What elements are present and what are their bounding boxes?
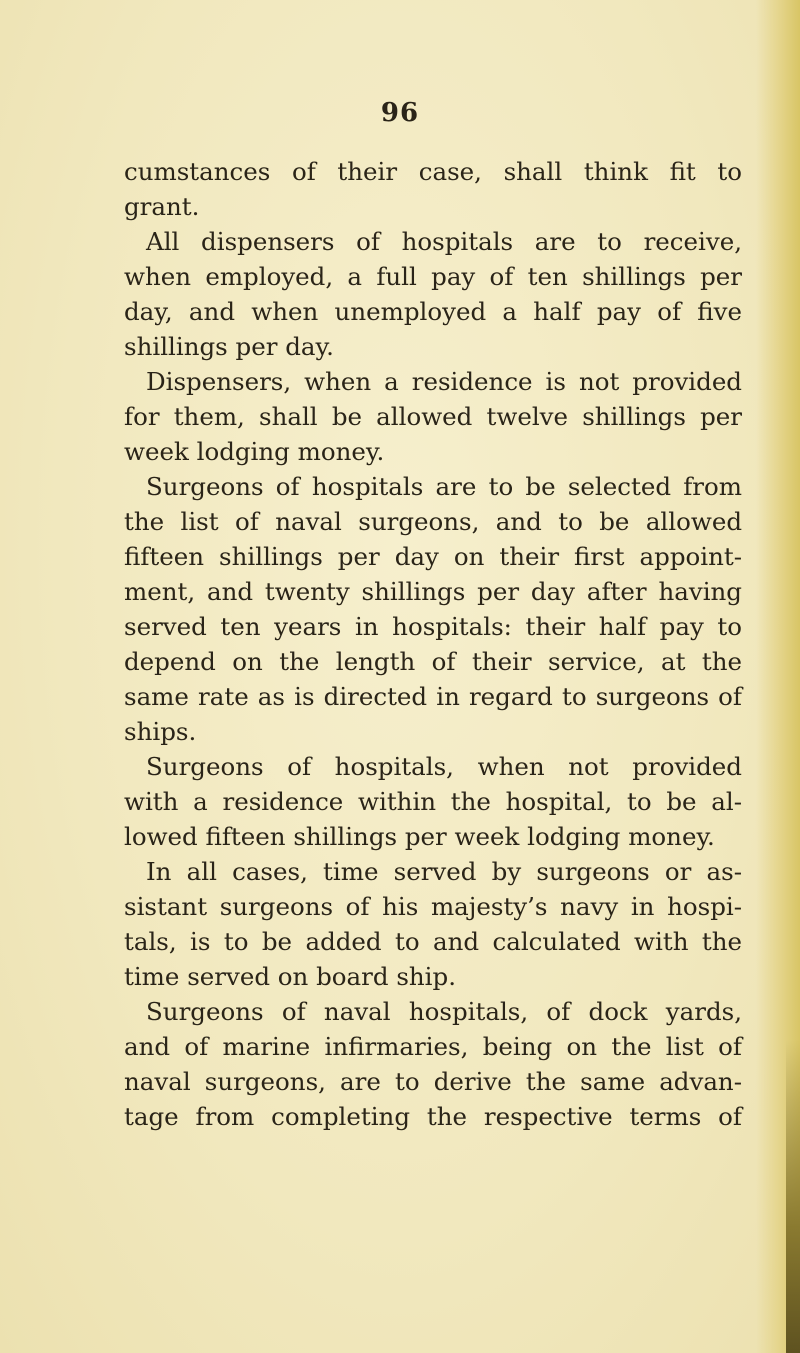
text-line: for them, shall be allowed twelve shillings per [124, 402, 742, 431]
text-line: fifteen shillings per day on their first appoint- [124, 542, 742, 571]
text-line: Surgeons of hospitals, when not provided [146, 752, 742, 781]
text-line: the list of naval surgeons, and to be allowed [124, 507, 742, 536]
page-number: 96 [380, 98, 420, 128]
page-edge-dark [786, 1040, 800, 1353]
text-line: with a residence within the hospital, to be al- [124, 787, 742, 816]
text-line: cumstances of their case, shall think fit to [124, 157, 742, 186]
text-line: when employed, a full pay of ten shillings per [124, 262, 742, 291]
text-line: tals, is to be added to and calculated with the [124, 927, 742, 956]
text-line: time served on board ship. [124, 962, 456, 991]
text-line: shillings per day. [124, 332, 334, 361]
text-line: lowed fifteen shillings per week lodging money. [124, 822, 715, 851]
text-line: Surgeons of hospitals are to be selected from [146, 472, 742, 501]
text-line: ships. [124, 717, 197, 746]
text-line: tage from completing the respective terms of [124, 1102, 742, 1131]
text-line: All dispensers of hospitals are to receive, [146, 227, 742, 256]
text-line: day, and when unemployed a half pay of five [124, 297, 742, 326]
text-line: same rate as is directed in regard to surgeons of [124, 682, 742, 711]
text-line: naval surgeons, are to derive the same advan- [124, 1067, 742, 1096]
text-line: Dispensers, when a residence is not provided [146, 367, 742, 396]
text-line: and of marine infirmaries, being on the list of [124, 1032, 742, 1061]
body-text [124, 154, 742, 1134]
text-line: In all cases, time served by surgeons or as- [146, 857, 742, 886]
text-line: week lodging money. [124, 437, 385, 466]
text-line: sistant surgeons of his majesty’s navy in hospi- [124, 892, 742, 921]
text-line: grant. [124, 192, 200, 221]
text-line: ment, and twenty shillings per day after having [124, 577, 742, 606]
text-line: depend on the length of their service, at the [124, 647, 742, 676]
text-line: served ten years in hospitals: their half pay to [124, 612, 742, 641]
text-line: Surgeons of naval hospitals, of dock yards, [146, 997, 742, 1026]
